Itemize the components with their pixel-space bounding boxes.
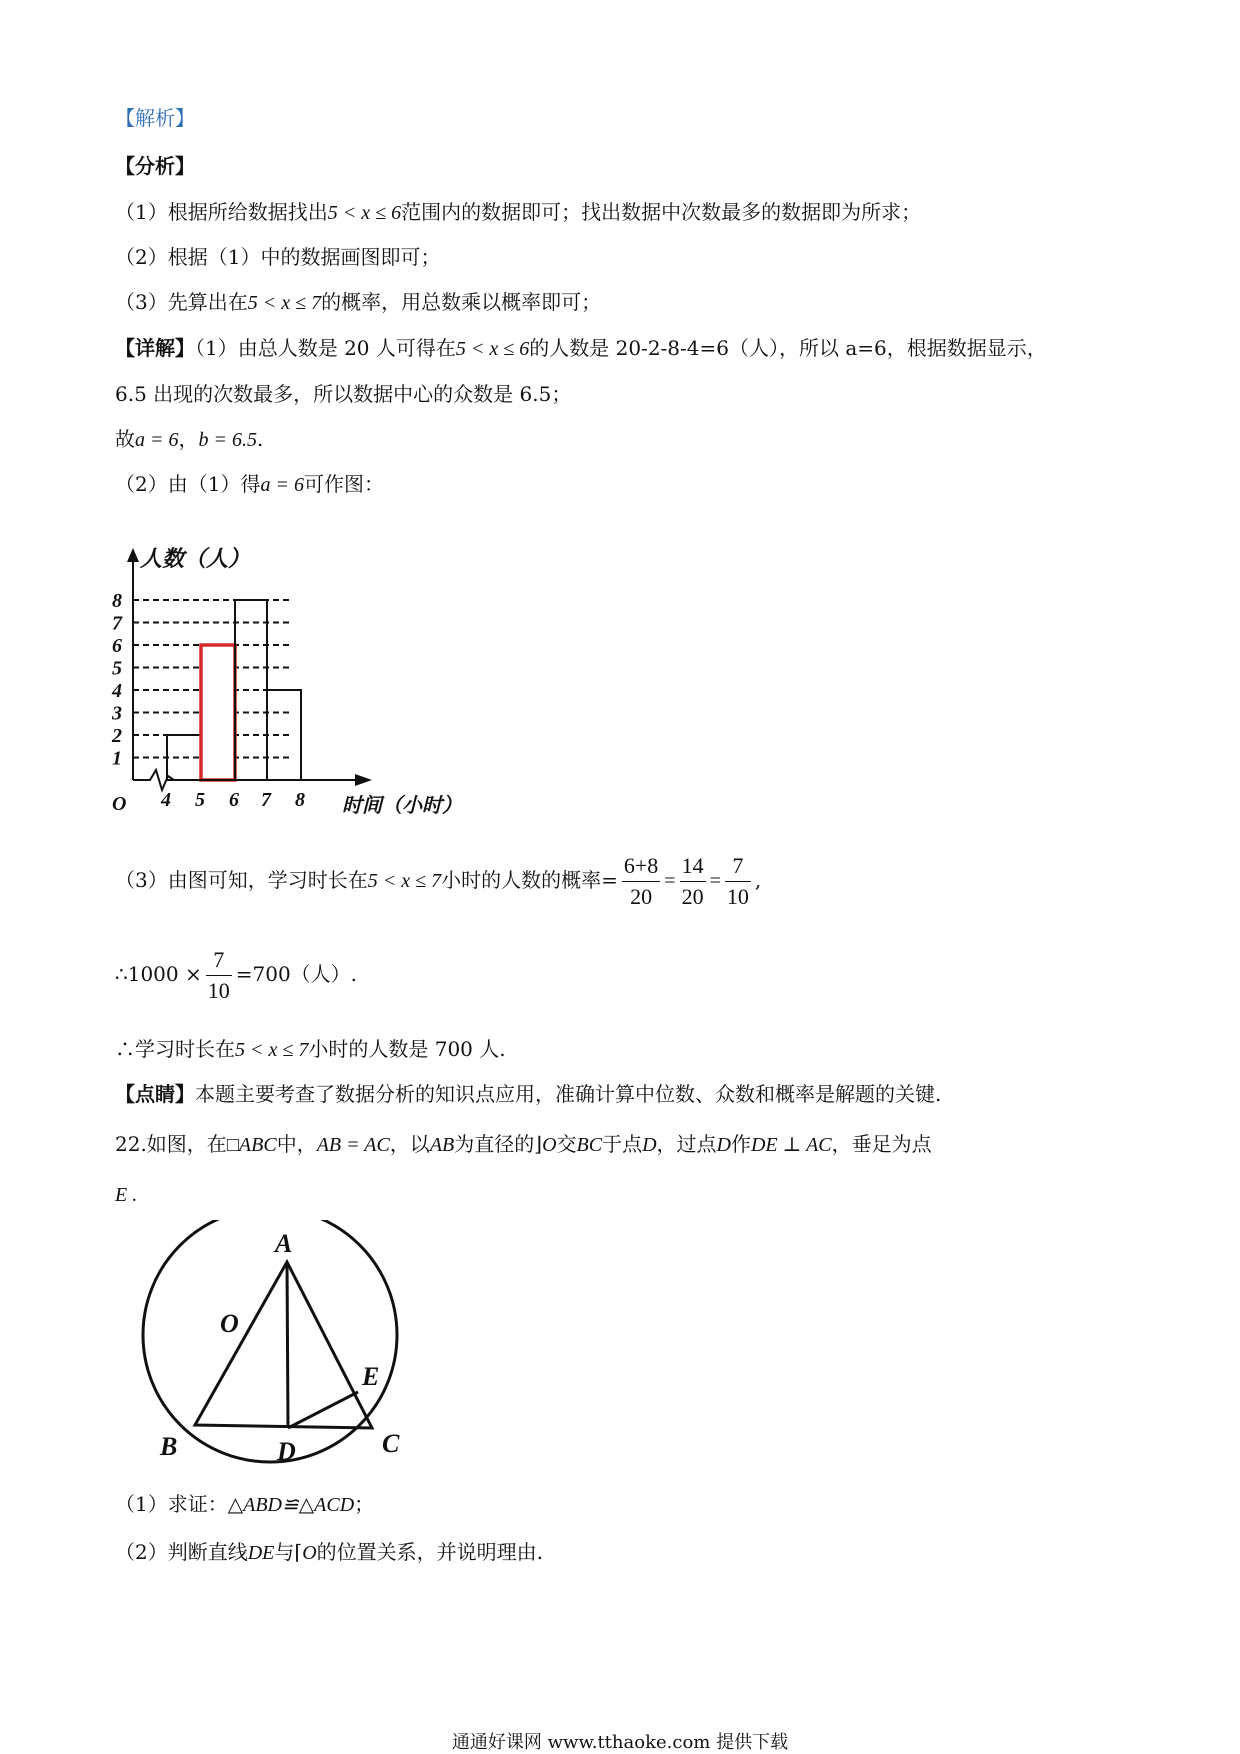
geometry-figure bbox=[130, 1220, 450, 1465]
label-a: A bbox=[275, 1229, 293, 1258]
fraction-7-over-10-b: $\frac{7}{10}$ bbox=[207, 947, 230, 1003]
analysis-line-2: （2）根据（1）中的数据画图即可； bbox=[115, 245, 441, 269]
detail-label: 【详解】 bbox=[115, 336, 195, 360]
label-o: O bbox=[220, 1309, 239, 1338]
fenxi-heading: 【分析】 bbox=[115, 154, 195, 178]
fraction-6plus8-over-20: $\frac{6+8}{20}$ bbox=[623, 853, 659, 909]
y-tick-6: 6 bbox=[112, 635, 122, 657]
jiexi-heading: 【解析】 bbox=[115, 106, 195, 130]
segment-ad bbox=[287, 1262, 288, 1428]
x-axis-title: 时间（小时） bbox=[342, 795, 462, 817]
y-tick-8: 8 bbox=[112, 590, 122, 612]
bar-5-6 bbox=[201, 645, 235, 780]
analysis-line-1: （1）根据所给数据找出5 < x ≤ 6范围内的数据即可；找出数据中次数最多的数据即为所求； bbox=[115, 200, 922, 224]
histogram-chart bbox=[110, 540, 510, 820]
y-tick-2: 2 bbox=[112, 725, 122, 747]
problem-22-line-1: 22.如图，在□ABC中，AB = AC，以AB为直径的⌋O交BC于点D，过点D作DE ⊥ AC，垂足为点 bbox=[115, 1132, 932, 1156]
x-tick-5: 5 bbox=[195, 789, 205, 811]
y-tick-3: 3 bbox=[112, 702, 122, 725]
problem-22-line-2: E . bbox=[115, 1184, 138, 1206]
question-2: （2）判断直线DE与⌈O的位置关系，并说明理由. bbox=[115, 1540, 544, 1564]
triangle-abc bbox=[195, 1262, 372, 1428]
x-tick-4: 4 bbox=[161, 789, 171, 811]
x-tick-8: 8 bbox=[295, 789, 305, 811]
fraction-7-over-10: $\frac{7}{10}$ bbox=[726, 853, 749, 909]
x-tick-6: 6 bbox=[229, 789, 239, 811]
y-tick-7: 7 bbox=[112, 612, 122, 635]
label-c: C bbox=[382, 1429, 400, 1458]
comment-line: 【点睛】本题主要考查了数据分析的知识点应用，准确计算中位数、众数和概率是解题的关键. bbox=[115, 1082, 942, 1106]
label-e: E bbox=[362, 1362, 380, 1391]
detail-line-7: ∴学习时长在5 < x ≤ 7小时的人数是 700 人. bbox=[115, 1037, 506, 1061]
fraction-14-over-20: $\frac{14}{20}$ bbox=[681, 853, 704, 909]
question-1: （1）求证：△ABD≌△ACD； bbox=[115, 1492, 375, 1516]
detail-line-1: 【详解】（1）由总人数是 20 人可得在5 < x ≤ 6的人数是 20-2-8-4=6（人），所以 a=6，根据数据显示， bbox=[115, 336, 1047, 360]
segment-de bbox=[288, 1392, 358, 1428]
detail-line-6: ∴1000 × $\frac{7}{10}$ =700（人）. bbox=[115, 942, 357, 1006]
comment-label: 【点睛】 bbox=[115, 1082, 195, 1106]
bar-6-7 bbox=[235, 600, 267, 780]
detail-line-4: （2）由（1）得a = 6可作图： bbox=[115, 472, 384, 496]
y-axis-title: 人数（人） bbox=[140, 546, 251, 571]
range-5-6: 5 < x ≤ 6 bbox=[327, 202, 402, 224]
analysis-line-3: （3）先算出在5 < x ≤ 7的概率，用总数乘以概率即可； bbox=[115, 290, 602, 314]
y-tick-5: 5 bbox=[112, 657, 122, 680]
label-b: B bbox=[160, 1432, 178, 1461]
range-5-7: 5 < x ≤ 7 bbox=[247, 292, 322, 314]
origin-label: O bbox=[112, 793, 127, 815]
x-tick-7: 7 bbox=[261, 789, 271, 811]
y-tick-1: 1 bbox=[112, 747, 122, 770]
detail-line-3: 故a = 6，b = 6.5. bbox=[115, 427, 264, 451]
label-d: D bbox=[277, 1437, 296, 1465]
footer-watermark: 通通好课网 www.tthaoke.com 提供下载 bbox=[451, 1732, 789, 1753]
detail-line-5: （3）由图可知，学习时长在5 < x ≤ 7小时的人数的概率= $\frac{6+8}{20}$ = $\frac{14}{20}$ = $\frac{7}{10}$ , bbox=[115, 848, 761, 913]
detail-line-2: 6.5 出现的次数最多，所以数据中心的众数是 6.5； bbox=[115, 382, 572, 406]
y-tick-4: 4 bbox=[112, 680, 122, 702]
